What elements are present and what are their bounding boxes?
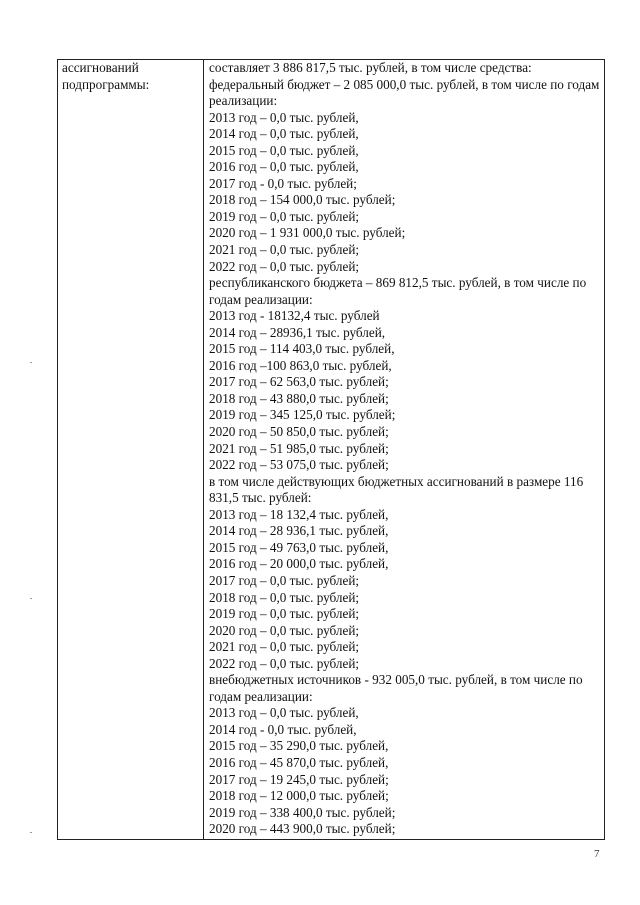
republic-year-list xyxy=(209,308,600,473)
list-item: 2015 год – 0,0 тыс. рублей, xyxy=(209,142,359,158)
offbudget-year-list xyxy=(209,705,600,837)
existing-allocations-header: в том числе действующих бюджетных ассигнований в размере 116 831,5 тыс. рублей: xyxy=(209,473,584,506)
label-line: ассигнований xyxy=(62,60,139,75)
list-item: 2013 год – 18 132,4 тыс. рублей, xyxy=(209,506,389,522)
federal-budget-header: федеральный бюджет – 2 085 000,0 тыс. рублей, в том числе по годам реализации: xyxy=(209,76,600,109)
list-item: 2017 год – 19 245,0 тыс. рублей; xyxy=(209,771,389,787)
content-cell xyxy=(204,60,605,840)
list-item: 2019 год – 345 125,0 тыс. рублей; xyxy=(209,407,396,423)
list-item: 2017 год – 62 563,0 тыс. рублей; xyxy=(209,374,389,390)
page-number: 7 xyxy=(594,848,600,860)
republic-budget-header: республиканского бюджета – 869 812,5 тыс. рублей, в том числе по годам реализации: xyxy=(209,275,587,307)
scan-mark xyxy=(30,832,32,833)
label-line: подпрограммы: xyxy=(62,76,150,92)
list-item: 2018 год – 43 880,0 тыс. рублей; xyxy=(209,390,389,406)
list-item: 2013 год – 0,0 тыс. рублей, xyxy=(209,109,359,125)
scan-mark xyxy=(30,362,32,363)
list-item: 2016 год –100 863,0 тыс. рублей, xyxy=(209,357,392,373)
funding-total: составляет 3 886 817,5 тыс. рублей, в том числе средства: xyxy=(209,60,532,75)
list-item: 2015 год – 114 403,0 тыс. рублей, xyxy=(209,341,395,357)
list-item: 2020 год – 1 931 000,0 тыс. рублей; xyxy=(209,225,406,241)
list-item: 2015 год – 49 763,0 тыс. рублей, xyxy=(209,539,389,555)
list-item: 2017 год - 0,0 тыс. рублей; xyxy=(209,175,357,191)
list-item: 2022 год – 0,0 тыс. рублей; xyxy=(209,258,360,274)
list-item: 2021 год – 51 985,0 тыс. рублей; xyxy=(209,440,389,456)
list-item: 2021 год – 0,0 тыс. рублей; xyxy=(209,242,360,258)
list-item: 2018 год – 12 000,0 тыс. рублей; xyxy=(209,788,389,804)
list-item: 2022 год – 53 075,0 тыс. рублей; xyxy=(209,457,389,473)
list-item: 2015 год – 35 290,0 тыс. рублей, xyxy=(209,738,389,754)
list-item: 2021 год – 0,0 тыс. рублей; xyxy=(209,639,360,655)
federal-year-list xyxy=(209,110,600,275)
list-item: 2020 год – 50 850,0 тыс. рублей; xyxy=(209,424,389,440)
list-item: 2018 год – 0,0 тыс. рублей; xyxy=(209,589,360,605)
list-item: 2019 год – 338 400,0 тыс. рублей; xyxy=(209,804,396,820)
list-item: 2014 год – 28 936,1 тыс. рублей, xyxy=(209,523,389,539)
list-item: 2013 год – 0,0 тыс. рублей, xyxy=(209,705,359,721)
list-item: 2014 год – 0,0 тыс. рублей, xyxy=(209,126,359,142)
table-row xyxy=(58,60,605,840)
offbudget-sources-header: внебюджетных источников - 932 005,0 тыс. рублей, в том числе по годам реализации: xyxy=(209,672,583,704)
list-item: 2019 год – 0,0 тыс. рублей; xyxy=(209,208,360,224)
list-item: 2016 год – 0,0 тыс. рублей, xyxy=(209,159,359,175)
list-item: 2013 год - 18132,4 тыс. рублей xyxy=(209,308,380,324)
list-item: 2016 год – 45 870,0 тыс. рублей, xyxy=(209,754,389,770)
list-item: 2018 год – 154 000,0 тыс. рублей; xyxy=(209,192,396,208)
list-item: 2022 год – 0,0 тыс. рублей; xyxy=(209,655,360,671)
list-item: 2020 год – 0,0 тыс. рублей; xyxy=(209,622,360,638)
label-cell xyxy=(58,60,204,840)
list-item: 2019 год – 0,0 тыс. рублей; xyxy=(209,606,360,622)
existing-year-list xyxy=(209,507,600,672)
list-item: 2014 год – 28936,1 тыс. рублей, xyxy=(209,324,386,340)
list-item: 2016 год – 20 000,0 тыс. рублей, xyxy=(209,556,389,572)
list-item: 2017 год – 0,0 тыс. рублей; xyxy=(209,572,360,588)
funding-table xyxy=(57,59,605,840)
list-item: 2014 год - 0,0 тыс. рублей, xyxy=(209,721,357,737)
scan-mark xyxy=(30,598,32,599)
list-item: 2020 год – 443 900,0 тыс. рублей; xyxy=(209,821,396,837)
